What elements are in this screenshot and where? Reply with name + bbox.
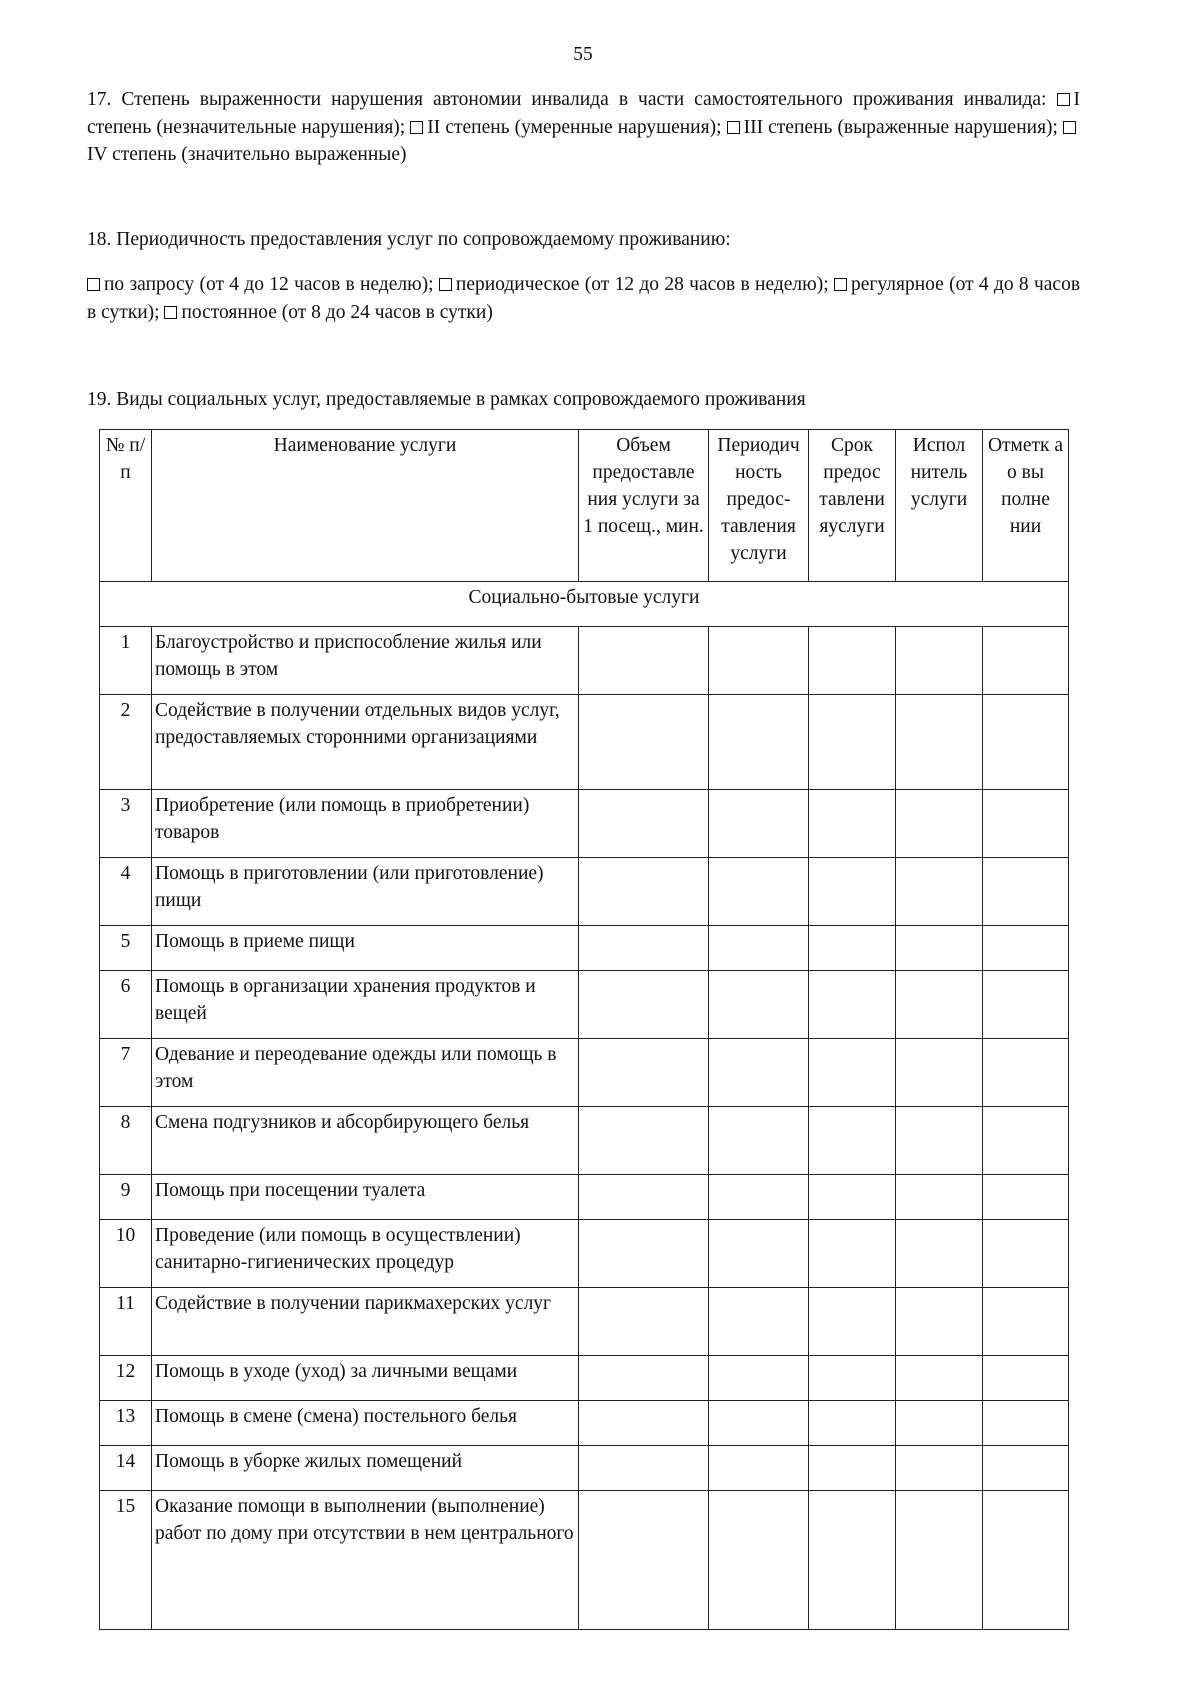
header-completion-mark: Отметк а о вы полне нии — [983, 430, 1069, 582]
executor-cell[interactable] — [896, 1446, 983, 1491]
table-row — [100, 1356, 1069, 1401]
periodicity-cell[interactable] — [709, 926, 809, 971]
row-number: 5 — [100, 926, 152, 971]
mark-cell[interactable] — [983, 627, 1069, 695]
volume-cell[interactable] — [579, 1401, 709, 1446]
header-volume: Объем предоставле ния услуги за 1 посещ., мин. — [579, 430, 709, 582]
periodicity-cell[interactable] — [709, 1288, 809, 1356]
item-19-text: 19. Виды социальных услуг, предоставляемые в рамках сопровождаемого проживания — [87, 389, 806, 410]
volume-cell[interactable] — [579, 1446, 709, 1491]
volume-cell[interactable] — [579, 1107, 709, 1175]
mark-cell[interactable] — [983, 926, 1069, 971]
table-row — [100, 858, 1069, 926]
row-number: 14 — [100, 1446, 152, 1491]
item-18-options — [87, 271, 1080, 326]
checkbox-degree-2[interactable] — [410, 121, 423, 134]
header-service-name: Наименование услуги — [152, 430, 579, 582]
periodicity-cell[interactable] — [709, 1039, 809, 1107]
service-name: Помощь в смене (смена) постельного белья — [152, 1401, 579, 1446]
executor-cell[interactable] — [896, 1401, 983, 1446]
term-cell[interactable] — [809, 790, 896, 858]
table-row — [100, 1107, 1069, 1175]
periodicity-cell[interactable] — [709, 1491, 809, 1630]
table-header-row — [100, 430, 1069, 582]
table-row — [100, 627, 1069, 695]
row-number: 4 — [100, 858, 152, 926]
mark-cell[interactable] — [983, 1175, 1069, 1220]
header-number: № п/п — [100, 430, 152, 582]
term-cell[interactable] — [809, 1446, 896, 1491]
service-name: Проведение (или помощь в осуществлении) санитарно-гигиенических процедур — [152, 1220, 579, 1288]
mark-cell[interactable] — [983, 1356, 1069, 1401]
service-name: Помощь в приеме пищи — [152, 926, 579, 971]
row-number: 7 — [100, 1039, 152, 1107]
service-name: Помощь в уборке жилых помещений — [152, 1446, 579, 1491]
volume-cell[interactable] — [579, 1491, 709, 1630]
row-number: 1 — [100, 627, 152, 695]
service-name: Помощь при посещении туалета — [152, 1175, 579, 1220]
row-number: 6 — [100, 971, 152, 1039]
term-cell[interactable] — [809, 1491, 896, 1630]
term-cell[interactable] — [809, 1401, 896, 1446]
volume-cell[interactable] — [579, 790, 709, 858]
periodicity-cell[interactable] — [709, 858, 809, 926]
row-number: 15 — [100, 1491, 152, 1630]
term-cell[interactable] — [809, 1175, 896, 1220]
checkbox-on-request[interactable] — [87, 278, 100, 291]
volume-cell[interactable] — [579, 1356, 709, 1401]
option-periodic: периодическое (от 12 до 28 часов в неделю); — [455, 274, 829, 295]
mark-cell[interactable] — [983, 1288, 1069, 1356]
row-number: 10 — [100, 1220, 152, 1288]
term-cell[interactable] — [809, 1288, 896, 1356]
header-executor: Испол нитель услуги — [896, 430, 983, 582]
service-name: Оказание помощи в выполнении (выполнение) работ по дому при отсутствии в нем центрального — [152, 1491, 579, 1630]
service-name: Приобретение (или помощь в приобретении) товаров — [152, 790, 579, 858]
checkbox-degree-4[interactable] — [1063, 121, 1076, 134]
mark-cell[interactable] — [983, 1107, 1069, 1175]
service-name: Помощь в уходе (уход) за личными вещами — [152, 1356, 579, 1401]
executor-cell[interactable] — [896, 1220, 983, 1288]
services-table — [99, 429, 1069, 1630]
table-row — [100, 695, 1069, 790]
page-number: 55 — [573, 44, 593, 65]
executor-cell[interactable] — [896, 858, 983, 926]
checkbox-degree-3[interactable] — [727, 121, 740, 134]
service-name: Смена подгузников и абсорбирующего белья — [152, 1107, 579, 1175]
header-term: Срок предос тавлени яуслуги — [809, 430, 896, 582]
service-name: Благоустройство и приспособление жилья или помощь в этом — [152, 627, 579, 695]
option-degree-2: II степень (умеренные нарушения); — [427, 116, 722, 138]
checkbox-regular[interactable] — [834, 278, 847, 291]
mark-cell[interactable] — [983, 1039, 1069, 1107]
item-17-text: 17. Степень выраженности нарушения автономии инвалида в части самостоятельного проживания инвалида: — [87, 89, 1047, 110]
option-regular: регулярное (от 4 до 8 часов в сутки); — [87, 274, 1081, 323]
executor-cell[interactable] — [896, 1288, 983, 1356]
periodicity-cell[interactable] — [709, 695, 809, 790]
executor-cell[interactable] — [896, 1107, 983, 1175]
service-name: Помощь в организации хранения продуктов и вещей — [152, 971, 579, 1039]
periodicity-cell[interactable] — [709, 790, 809, 858]
mark-cell[interactable] — [983, 1401, 1069, 1446]
service-name: Одевание и переодевание одежды или помощь в этом — [152, 1039, 579, 1107]
volume-cell[interactable] — [579, 926, 709, 971]
table-row — [100, 1039, 1069, 1107]
periodicity-cell[interactable] — [709, 1446, 809, 1491]
checkbox-degree-1[interactable] — [1057, 93, 1070, 106]
mark-cell[interactable] — [983, 858, 1069, 926]
option-on-request: по запросу (от 4 до 12 часов в неделю); — [104, 274, 434, 295]
row-number: 12 — [100, 1356, 152, 1401]
table-row — [100, 1288, 1069, 1356]
section-row — [100, 582, 1069, 627]
mark-cell[interactable] — [983, 695, 1069, 790]
executor-cell[interactable] — [896, 627, 983, 695]
term-cell[interactable] — [809, 627, 896, 695]
executor-cell[interactable] — [896, 790, 983, 858]
row-number: 11 — [100, 1288, 152, 1356]
term-cell[interactable] — [809, 858, 896, 926]
table-row — [100, 790, 1069, 858]
row-number: 3 — [100, 790, 152, 858]
mark-cell[interactable] — [983, 1491, 1069, 1630]
executor-cell[interactable] — [896, 1175, 983, 1220]
volume-cell[interactable] — [579, 1288, 709, 1356]
periodicity-cell[interactable] — [709, 1401, 809, 1446]
table-row — [100, 926, 1069, 971]
periodicity-cell[interactable] — [709, 1107, 809, 1175]
term-cell[interactable] — [809, 1220, 896, 1288]
table-row — [100, 1175, 1069, 1220]
term-cell[interactable] — [809, 1107, 896, 1175]
term-cell[interactable] — [809, 926, 896, 971]
volume-cell[interactable] — [579, 1039, 709, 1107]
volume-cell[interactable] — [579, 1175, 709, 1220]
table-row — [100, 1446, 1069, 1491]
mark-cell[interactable] — [983, 971, 1069, 1039]
option-degree-4: IV степень (значительно выраженные) — [87, 144, 407, 165]
checkbox-permanent[interactable] — [164, 306, 177, 319]
table-row — [100, 1401, 1069, 1446]
volume-cell[interactable] — [579, 971, 709, 1039]
item-17-autonomy-degree — [87, 86, 1080, 169]
service-name: Содействие в получении парикмахерских услуг — [152, 1288, 579, 1356]
term-cell[interactable] — [809, 1356, 896, 1401]
header-periodicity: Периодич ность предос- тавления услуги — [709, 430, 809, 582]
volume-cell[interactable] — [579, 627, 709, 695]
section-title: Социально-бытовые услуги — [100, 582, 1069, 627]
row-number: 2 — [100, 695, 152, 790]
periodicity-cell[interactable] — [709, 971, 809, 1039]
mark-cell[interactable] — [983, 1446, 1069, 1491]
table-row — [100, 1491, 1069, 1630]
executor-cell[interactable] — [896, 695, 983, 790]
mark-cell[interactable] — [983, 1220, 1069, 1288]
mark-cell[interactable] — [983, 790, 1069, 858]
volume-cell[interactable] — [579, 1220, 709, 1288]
executor-cell[interactable] — [896, 926, 983, 971]
periodicity-cell[interactable] — [709, 1220, 809, 1288]
executor-cell[interactable] — [896, 1356, 983, 1401]
periodicity-cell[interactable] — [709, 1356, 809, 1401]
volume-cell[interactable] — [579, 858, 709, 926]
row-number: 9 — [100, 1175, 152, 1220]
row-number: 8 — [100, 1107, 152, 1175]
row-number: 13 — [100, 1401, 152, 1446]
option-degree-1: I степень (незначительные нарушения); — [87, 89, 1080, 138]
executor-cell[interactable] — [896, 971, 983, 1039]
checkbox-periodic[interactable] — [439, 278, 452, 291]
service-name: Содействие в получении отдельных видов услуг, предоставляемых сторонними организациями — [152, 695, 579, 790]
table-row — [100, 971, 1069, 1039]
service-name: Помощь в приготовлении (или приготовление) пищи — [152, 858, 579, 926]
term-cell[interactable] — [809, 695, 896, 790]
table-row — [100, 1220, 1069, 1288]
term-cell[interactable] — [809, 1039, 896, 1107]
executor-cell[interactable] — [896, 1039, 983, 1107]
periodicity-cell[interactable] — [709, 627, 809, 695]
volume-cell[interactable] — [579, 695, 709, 790]
term-cell[interactable] — [809, 971, 896, 1039]
option-permanent: постоянное (от 8 до 24 часов в сутки) — [181, 301, 493, 323]
executor-cell[interactable] — [896, 1491, 983, 1630]
option-degree-3: III степень (выраженные нарушения); — [743, 116, 1058, 138]
item-18-text: 18. Периодичность предоставления услуг по сопровождаемому проживанию: — [87, 229, 731, 250]
periodicity-cell[interactable] — [709, 1175, 809, 1220]
